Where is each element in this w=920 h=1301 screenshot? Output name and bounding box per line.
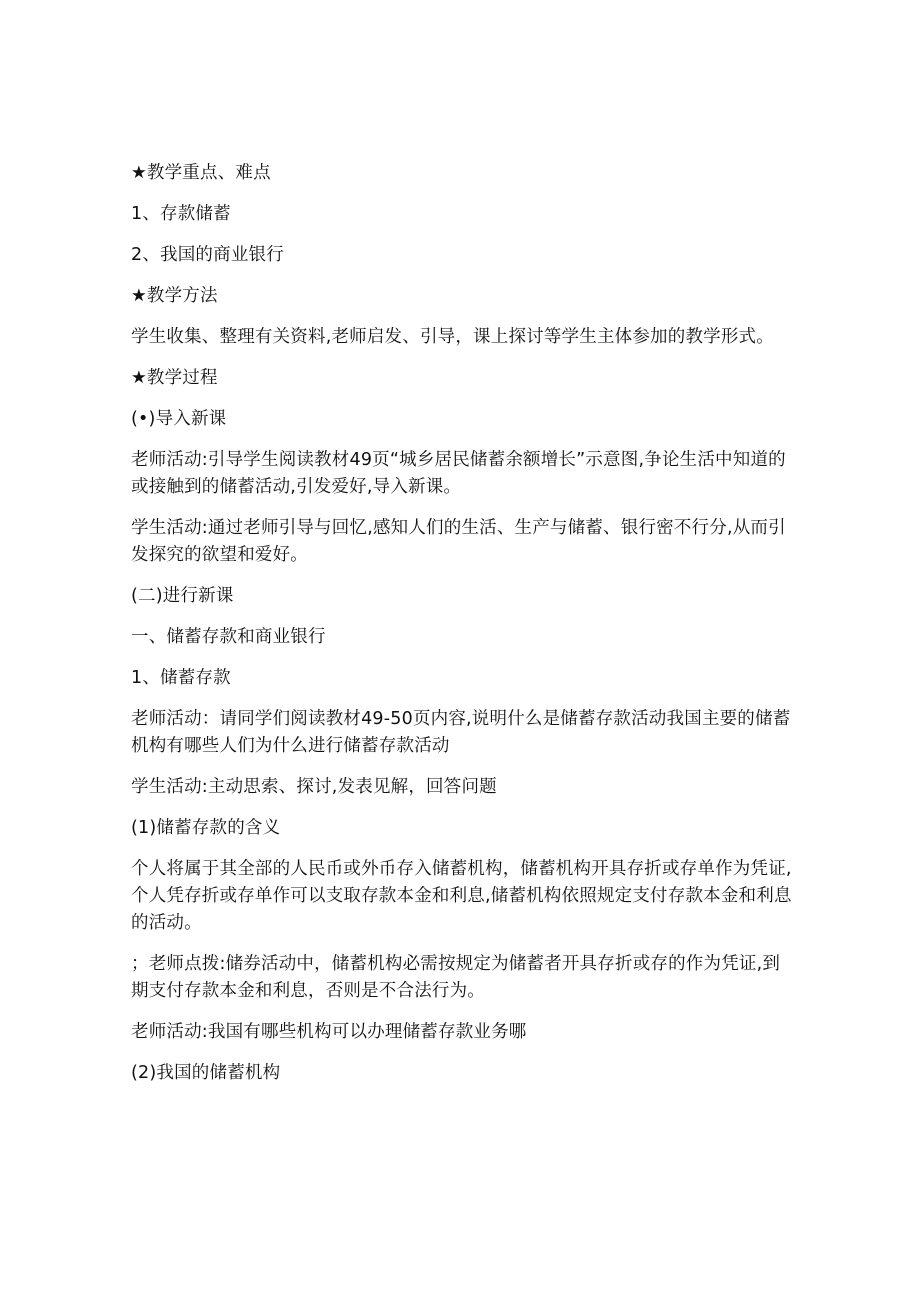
subheading-savings-deposit: 1、储蓄存款 — [131, 668, 231, 688]
paragraph-teacher-activity-3: 老师活动:我国有哪些机构可以办理储蓄存款业务哪 — [131, 1022, 527, 1042]
paragraph-methods-description: 学生收集、整理有关资料,老师启发、引导，课上探讨等学生主体参加的教学形式。 — [131, 327, 774, 347]
paragraph-teacher-activity-1: 老师活动:引导学生阅读教材49页“城乡居民储蓄余额增长”示意图,争论生活中知道的或接触到的储蓄活动,引发爱好,导入新课。 — [131, 450, 786, 497]
document-body — [131, 160, 796, 1101]
section-heading-teaching-process: ★教学过程 — [131, 368, 218, 388]
subheading-new-lesson: (二)进行新课 — [131, 586, 234, 606]
paragraph-definition-text: 个人将属于其全部的人民币或外币存入储蓄机构，储蓄机构开具存折或存单作为凭证,个人凭存折或存单作可以支取存款本金和利息,储蓄机构依照规定支付存款本金和利息的活动。 — [131, 859, 792, 933]
list-item-savings-deposit: 1、存款储蓄 — [131, 204, 231, 224]
subheading-savings-institutions: (2)我国的储蓄机构 — [131, 1063, 281, 1083]
list-item-commercial-banks: 2、我国的商业银行 — [131, 245, 284, 265]
paragraph-student-activity-2: 学生活动:主动思索、探讨,发表见解，回答问题 — [131, 777, 497, 797]
section-heading-teaching-methods: ★教学方法 — [131, 286, 218, 306]
paragraph-teacher-activity-2: 老师活动：请同学们阅读教材49-50页内容,说明什么是储蓄存款活动我国主要的储蓄机构有哪些人们为什么进行储蓄存款活动 — [131, 709, 791, 756]
subheading-introduction: (•)导入新课 — [131, 409, 227, 429]
paragraph-student-activity-1: 学生活动:通过老师引导与回忆,感知人们的生活、生产与储蓄、银行密不行分,从而引发探究的欲望和爱好。 — [131, 518, 786, 565]
subheading-savings-and-banks: 一、储蓄存款和商业银行 — [131, 627, 326, 647]
paragraph-teacher-note: ；老师点拨:储券活动中，储蓄机构必需按规定为储蓄者开具存折或存的作为凭证,到期支付存款本金和利息，否则是不合法行为。 — [131, 954, 781, 1001]
subheading-definition: (1)储蓄存款的含义 — [131, 818, 281, 838]
section-heading-key-points: ★教学重点、难点 — [131, 163, 271, 183]
